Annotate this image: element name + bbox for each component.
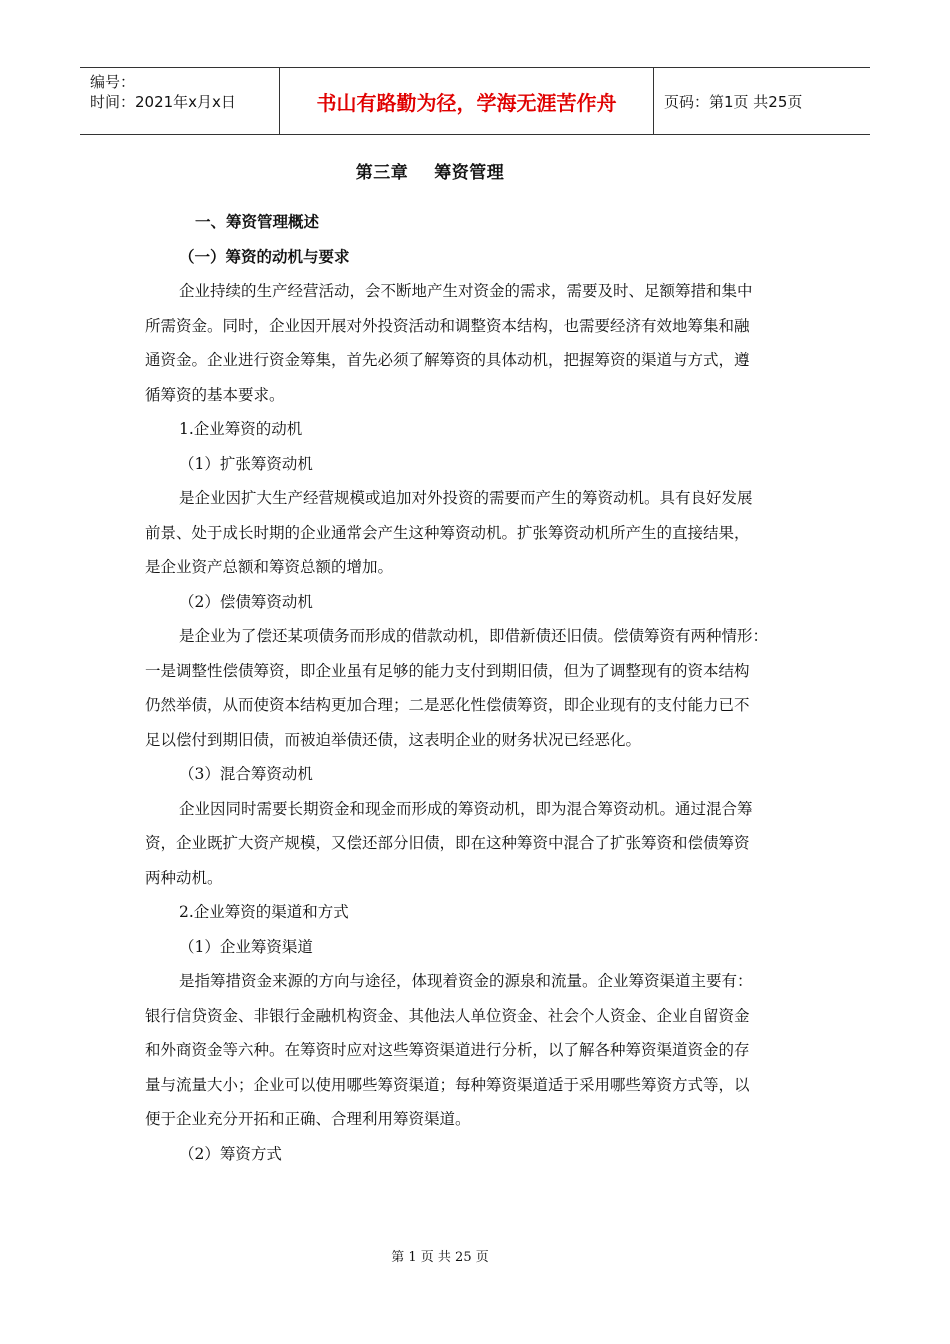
header-info-cell — [80, 68, 280, 134]
paragraph-line: 资，企业既扩大资产规模，又偿还部分旧债，即在这种筹资中混合了扩张筹资和偿债筹资 — [145, 834, 750, 852]
item-heading: （1）企业筹资渠道 — [179, 937, 313, 956]
paragraph-line: 足以偿付到期旧债，而被迫举债还债，这表明企业的财务状况已经恶化。 — [145, 730, 642, 749]
page-footer: 第 1 页 共 25 页 — [391, 1250, 489, 1265]
item-heading: 1.企业筹资的动机 — [179, 420, 303, 438]
paragraph-line: 企业持续的生产经营活动，会不断地产生对资金的需求，需要及时、足额筹措和集中 — [179, 282, 753, 300]
paragraph-line: 是企业为了偿还某项债务而形成的借款动机，即借新债还旧债。偿债筹资有两种情形： — [179, 627, 769, 645]
paragraph-line: 银行信贷资金、非银行金融机构资金、其他法人单位资金、社会个人资金、企业自留资金 — [145, 1006, 750, 1025]
chapter-name: 筹资管理 — [434, 163, 505, 183]
time-label: 时间：2021年x月x日 — [90, 93, 236, 111]
chapter-number: 第三章 — [355, 163, 409, 183]
paragraph-line: 前景、处于成长时期的企业通常会产生这种筹资动机。扩张筹资动机所产生的直接结果， — [145, 523, 750, 542]
paragraph-line: 是指筹措资金来源的方向与途径，体现着资金的源泉和流量。企业筹资渠道主要有： — [179, 972, 753, 990]
paragraph-line: 一是调整性偿债筹资，即企业虽有足够的能力支付到期旧债，但为了调整现有的资本结构 — [145, 661, 750, 680]
paragraph-line: 和外商资金等六种。在筹资时应对这些筹资渠道进行分析，以了解各种筹资渠道资金的存 — [145, 1041, 750, 1059]
item-heading: 2.企业筹资的渠道和方式 — [179, 903, 349, 921]
item-heading: （1）扩张筹资动机 — [179, 454, 313, 473]
item-heading: （2）筹资方式 — [179, 1144, 282, 1163]
section-heading: 一、筹资管理概述 — [195, 213, 320, 231]
paragraph-line: 便于企业充分开拓和正确、合理利用筹资渠道。 — [145, 1110, 471, 1128]
number-label: 编号： — [90, 73, 136, 91]
paragraph-line: 企业因同时需要长期资金和现金而形成的筹资动机，即为混合筹资动机。通过混合筹 — [179, 799, 753, 818]
item-heading: （3）混合筹资动机 — [179, 765, 313, 783]
document-body — [145, 205, 811, 1171]
paragraph-line: 是企业因扩大生产经营规模或追加对外投资的需要而产生的筹资动机。具有良好发展 — [179, 489, 753, 507]
page-header — [80, 67, 870, 135]
paragraph-line: 量与流量大小；企业可以使用哪些筹资渠道；每种筹资渠道适于采用哪些筹资方式等，以 — [145, 1075, 750, 1094]
page-info: 页码：第1页 共25页 — [664, 92, 803, 111]
paragraph-line: 通资金。企业进行资金筹集，首先必须了解筹资的具体动机，把握筹资的渠道与方式，遵 — [145, 351, 750, 369]
paragraph-line: 循筹资的基本要求。 — [145, 385, 285, 404]
chapter-title — [0, 158, 950, 183]
motto: 书山有路勤为径，学海无涯苦作舟 — [280, 68, 654, 134]
paragraph-line: 所需资金。同时，企业因开展对外投资活动和调整资本结构，也需要经济有效地筹集和融 — [145, 316, 750, 335]
paragraph-line: 两种动机。 — [145, 868, 223, 887]
paragraph-line: 是企业资产总额和筹资总额的增加。 — [145, 558, 394, 576]
subsection-heading: （一）筹资的动机与要求 — [179, 247, 350, 266]
item-heading: （2）偿债筹资动机 — [179, 592, 313, 611]
paragraph-line: 仍然举债，从而使资本结构更加合理；二是恶化性偿债筹资，即企业现有的支付能力已不 — [145, 696, 750, 714]
